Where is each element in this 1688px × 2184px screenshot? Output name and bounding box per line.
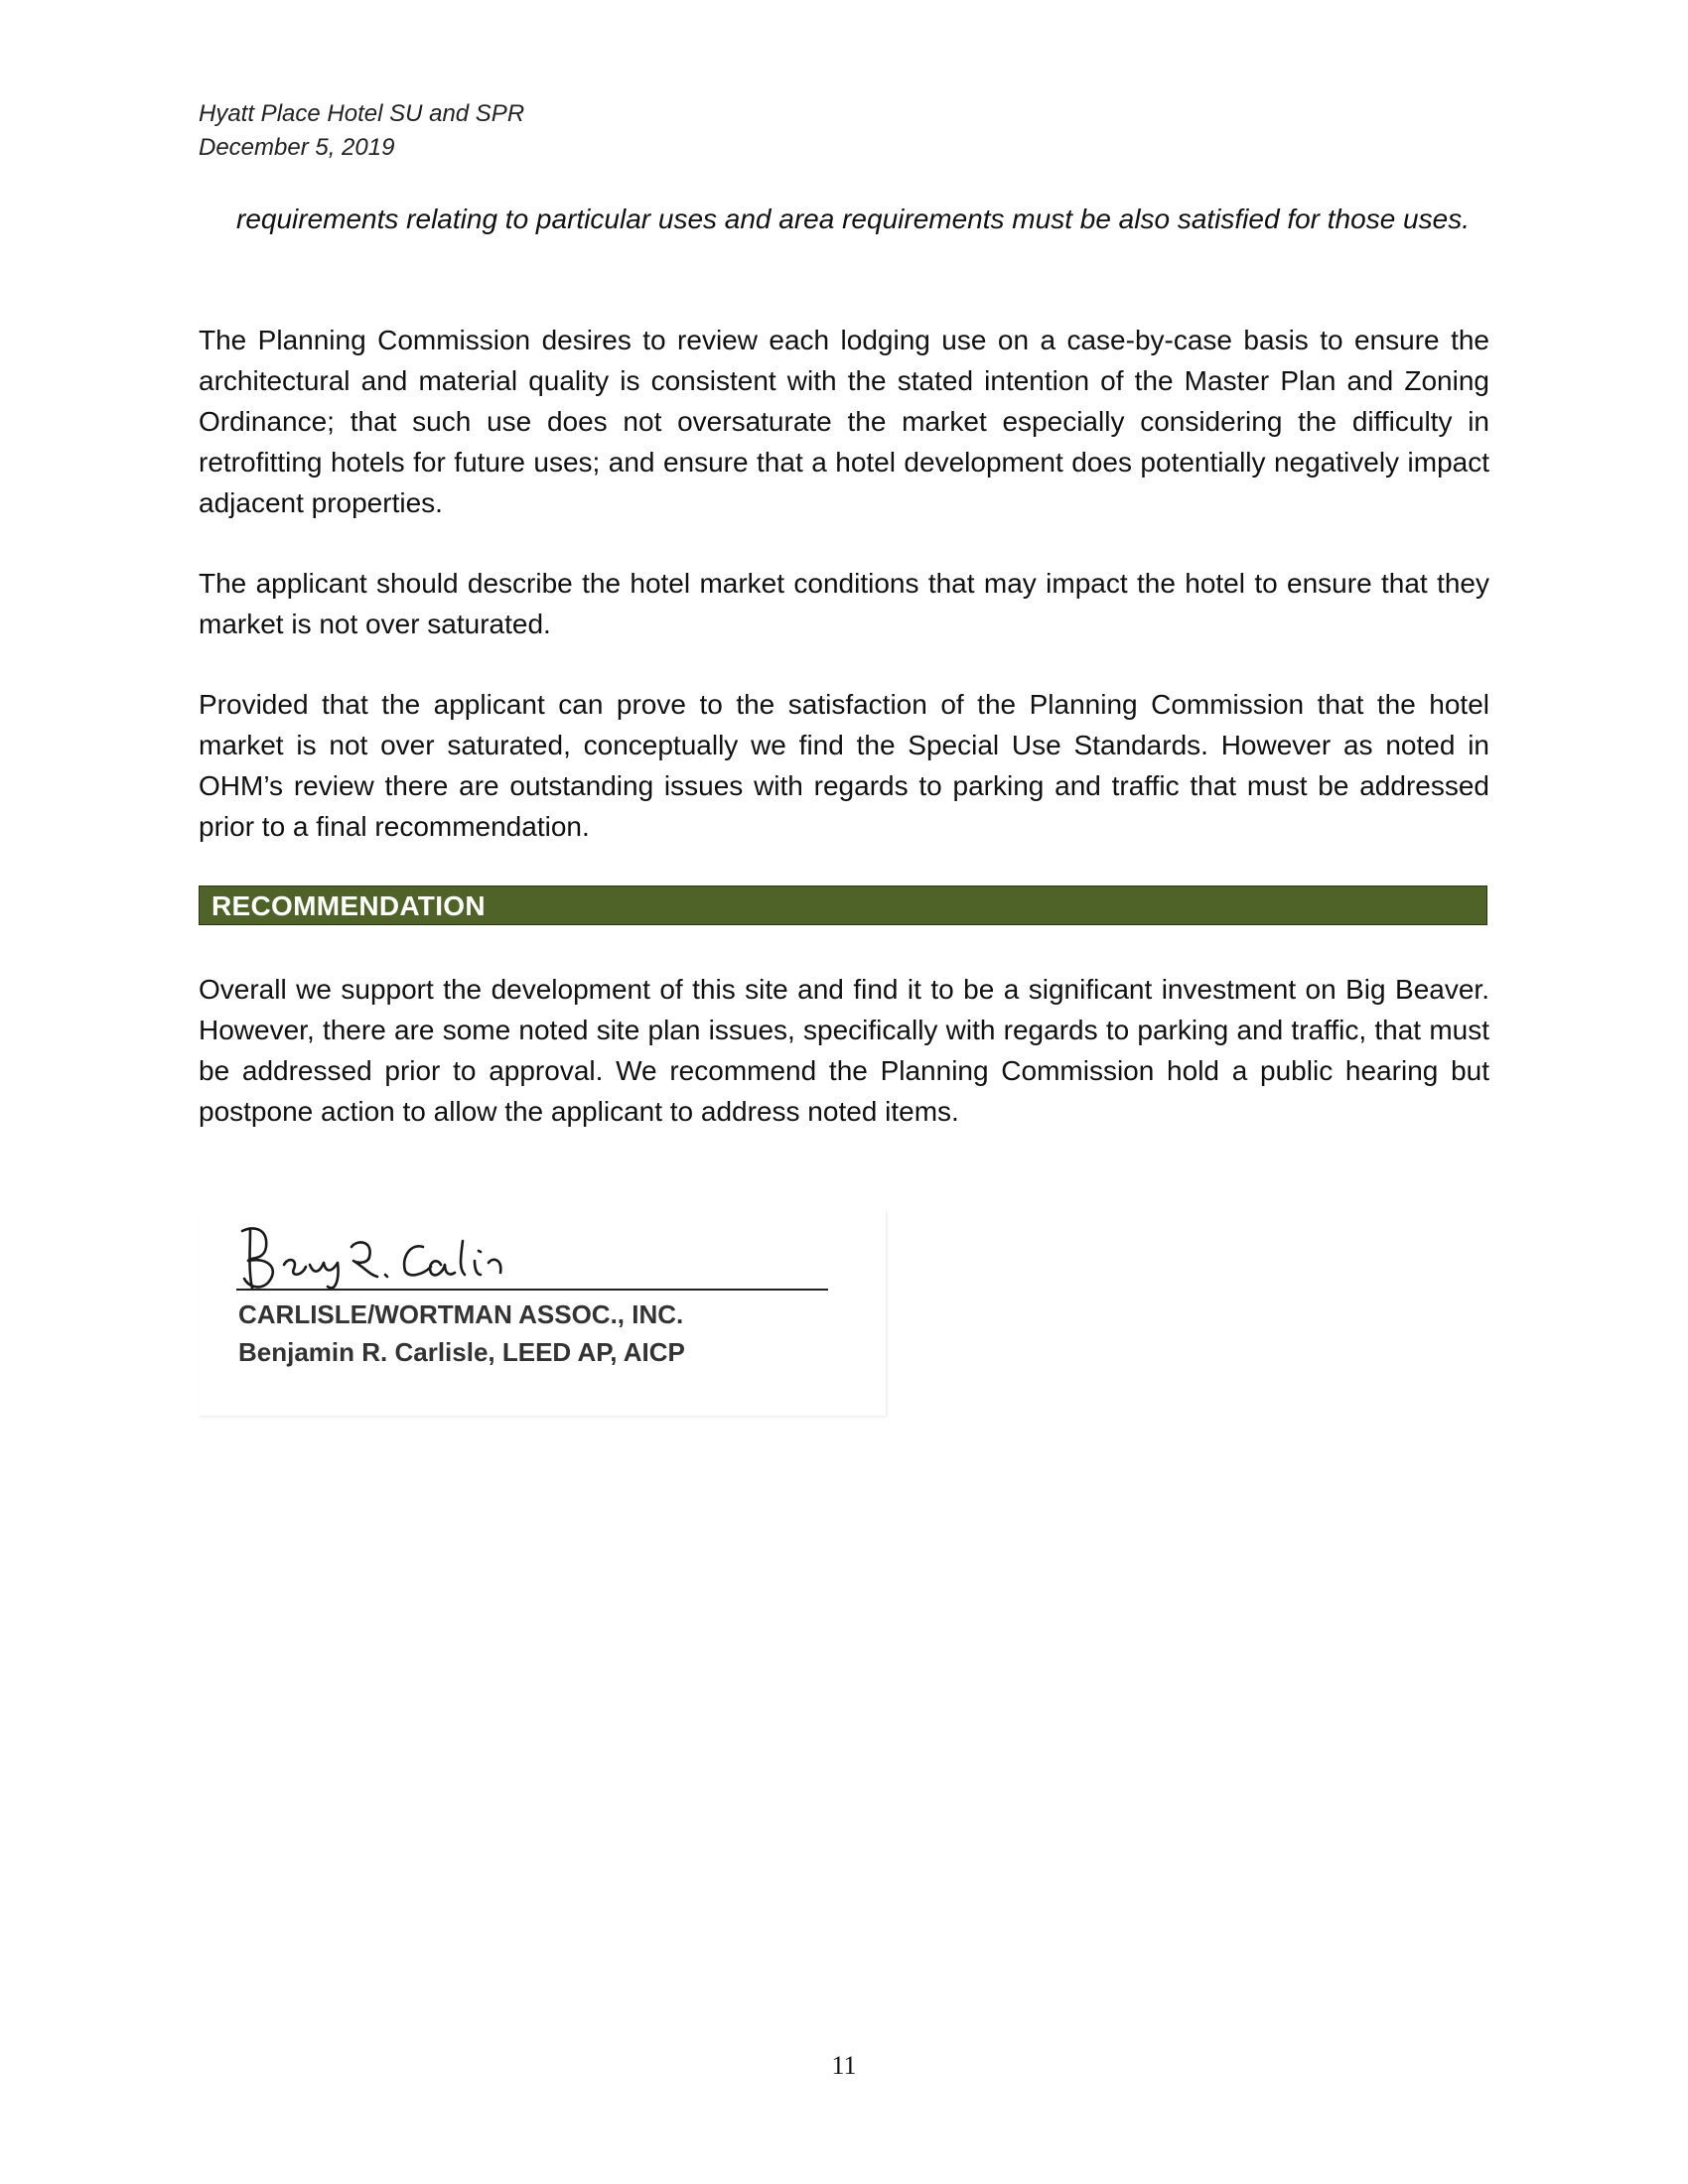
paragraph-continued-requirements: requirements relating to particular uses and area requirements must be also satisfied for those uses. [236,204,1470,234]
signature-name: Benjamin R. Carlisle, LEED AP, AICP [238,1337,685,1367]
page-number: 11 [831,2051,857,2080]
recommendation-heading: RECOMMENDATION [211,890,486,921]
handwritten-signature [228,1217,546,1297]
paragraph-special-use-standards: Provided that the applicant can prove to the satisfaction of the Planning Commission that the hotel market is not over saturated, conceptually we find the Special Use Standards. However as noted in OHM’s review there are outstanding issues with regards to parking and traffic that must be addressed prior to a final recommendation. [199,689,1489,842]
paragraph-market-conditions: The applicant should describe the hotel market conditions that may impact the hotel to ensure that they market is not over saturated. [199,568,1489,639]
header-date: December 5, 2019 [199,134,395,161]
signature-company: CARLISLE/WORTMAN ASSOC., INC. [238,1299,684,1329]
signature-line [236,1289,828,1291]
signature-block [199,1211,887,1417]
paragraph-recommendation: Overall we support the development of this site and find it to be a significant investment on Big Beaver. However, there are some noted site plan issues, specifically with regards to parking and traffic, that must be addressed prior to approval. We recommend the Planning Commission hold a public hearing but postpone action to allow the applicant to address noted items. [199,974,1489,1127]
header-project-title: Hyatt Place Hotel SU and SPR [199,100,525,127]
recommendation-section-bar [199,886,1487,925]
running-header [199,97,524,165]
paragraph-planning-commission-review: The Planning Commission desires to review each lodging use on a case-by-case basis to ensure the architectural and material quality is consistent with the stated intention of the Master Plan and Zoning Ordinance; that such use does not oversaturate the market especially considering the difficulty in retrofitting hotels for future uses; and ensure that a hotel development does potentially negatively impact adjacent properties. [199,325,1489,518]
